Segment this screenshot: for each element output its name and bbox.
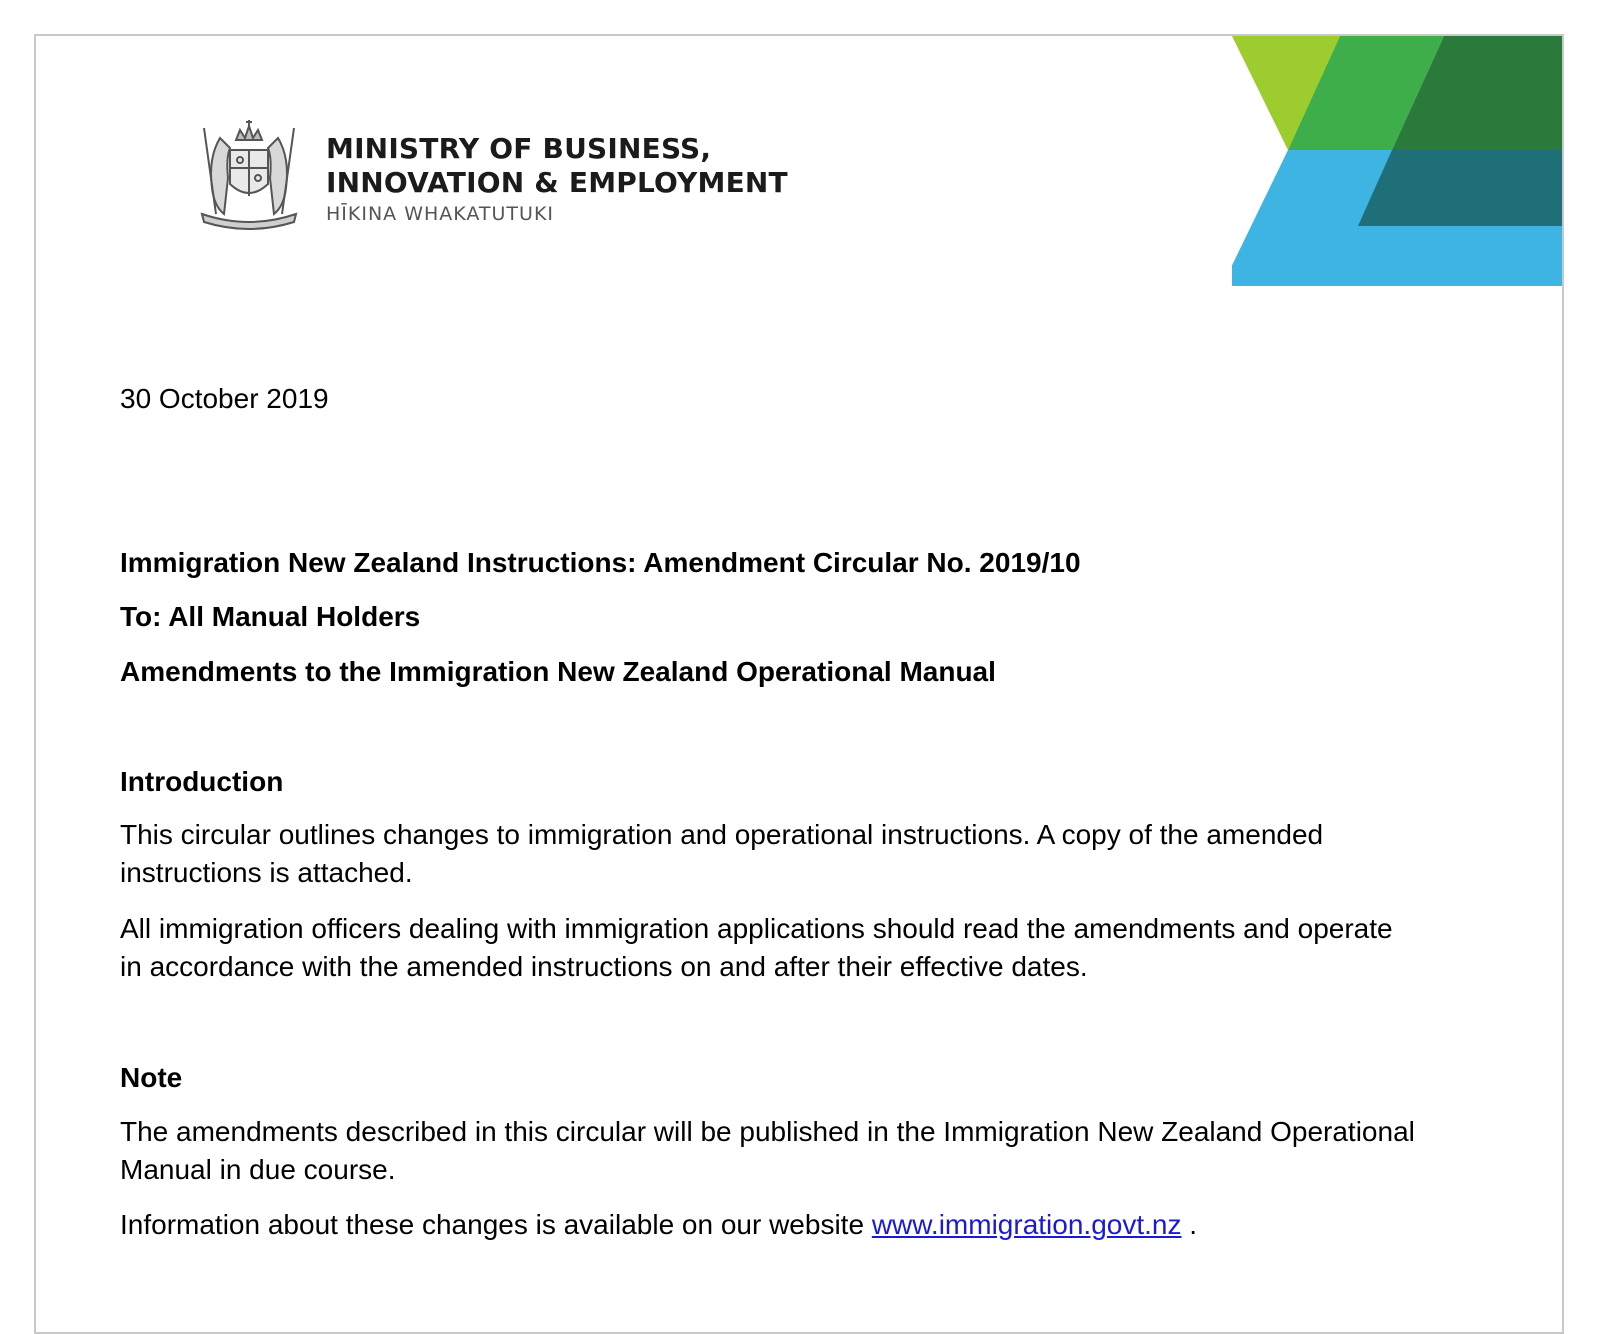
introduction-paragraph-2: All immigration officers dealing with immigration applications should read the amendments and operate in accordance with the amended instructions on and after their effective dates. bbox=[120, 913, 1393, 982]
document-page bbox=[34, 34, 1564, 1334]
website-link[interactable]: www.immigration.govt.nz bbox=[871, 1209, 1182, 1240]
note-paragraph-2 bbox=[120, 1206, 1420, 1244]
introduction-heading: Introduction bbox=[120, 766, 284, 797]
org-maori-name: HĪKINA WHAKATUTUKI bbox=[326, 203, 555, 225]
org-name-line-1: MINISTRY OF BUSINESS, bbox=[326, 132, 712, 165]
brand-shape-teal bbox=[1358, 150, 1562, 226]
organisation-name-block bbox=[326, 132, 788, 228]
nz-coat-of-arms-icon bbox=[190, 118, 308, 230]
note-heading: Note bbox=[120, 1062, 183, 1093]
note-paragraph-1: The amendments described in this circular will be published in the Immigration New Zealand Operational Manual in due course. bbox=[120, 1116, 1415, 1185]
circular-title: Immigration New Zealand Instructions: Amendment Circular No. 2019/10 bbox=[120, 547, 1081, 578]
note-paragraph-2-prefix: Information about these changes is available on our website bbox=[120, 1209, 872, 1240]
note-paragraph-2-suffix: . bbox=[1181, 1209, 1198, 1240]
brand-corner-graphic bbox=[1232, 36, 1562, 286]
subject-line: Amendments to the Immigration New Zealand Operational Manual bbox=[120, 656, 996, 687]
document-date: 30 October 2019 bbox=[120, 383, 329, 414]
org-name-line-2: INNOVATION & EMPLOYMENT bbox=[326, 166, 788, 199]
introduction-paragraph-1: This circular outlines changes to immigration and operational instructions. A copy of the amended instructions is attached. bbox=[120, 819, 1324, 888]
recipient-line: To: All Manual Holders bbox=[120, 601, 421, 632]
